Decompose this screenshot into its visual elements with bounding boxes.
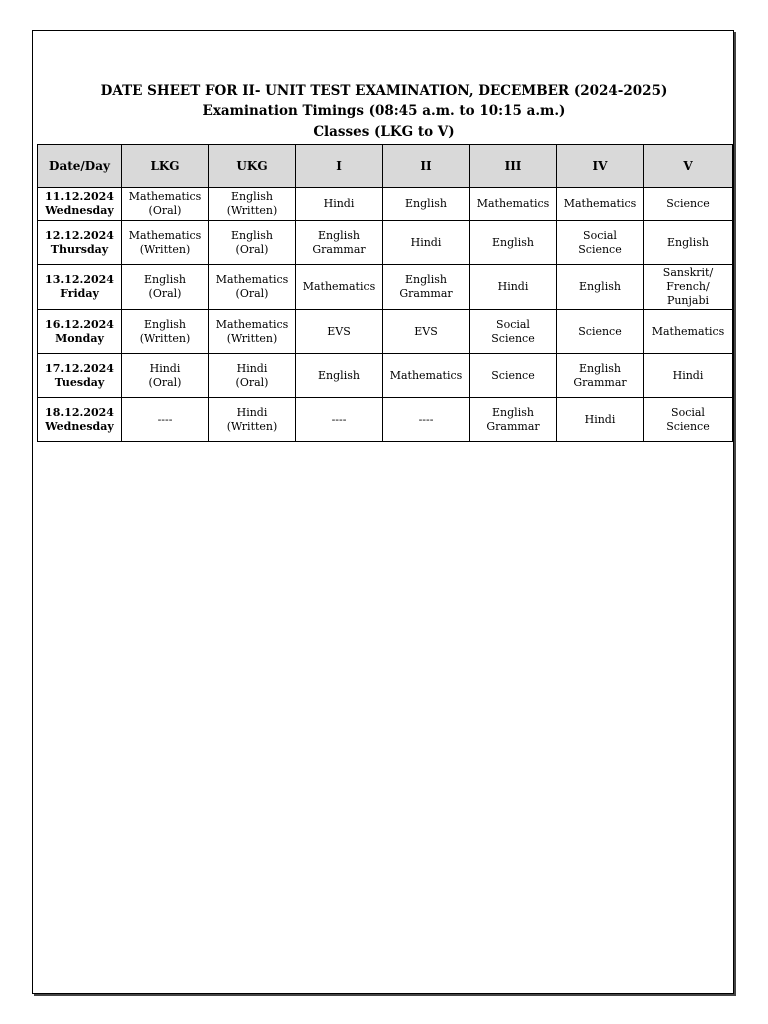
subject-cell: Mathematics bbox=[644, 310, 733, 354]
day-text: Tuesday bbox=[54, 375, 105, 389]
subject-cell: English bbox=[644, 221, 733, 265]
subject-cell: Science bbox=[644, 188, 733, 221]
day-text: Thursday bbox=[50, 242, 109, 256]
column-header-i: I bbox=[296, 145, 383, 188]
subject-cell: English bbox=[296, 354, 383, 398]
subject-cell: Hindi bbox=[470, 265, 557, 310]
column-header-ukg: UKG bbox=[209, 145, 296, 188]
subject-cell: EVS bbox=[296, 310, 383, 354]
subject-cell: Mathematics (Written) bbox=[209, 310, 296, 354]
subject-cell: Social Science bbox=[470, 310, 557, 354]
subject-cell: English (Oral) bbox=[209, 221, 296, 265]
subject-cell: Mathematics (Written) bbox=[122, 221, 209, 265]
column-header-ii: II bbox=[383, 145, 470, 188]
column-header-iii: III bbox=[470, 145, 557, 188]
table-row bbox=[38, 265, 733, 310]
subject-cell: English Grammar bbox=[383, 265, 470, 310]
date-cell bbox=[38, 265, 122, 310]
exam-timings: Examination Timings (08:45 a.m. to 10:15 a.m.) bbox=[202, 103, 566, 119]
subject-cell: English (Written) bbox=[209, 188, 296, 221]
subject-cell: EVS bbox=[383, 310, 470, 354]
day-text: Wednesday bbox=[45, 419, 114, 433]
subject-cell: Social Science bbox=[557, 221, 644, 265]
subject-cell: English bbox=[557, 265, 644, 310]
day-text: Friday bbox=[60, 287, 99, 300]
date-text: 17.12.2024 bbox=[45, 361, 114, 375]
subject-cell: Hindi bbox=[644, 354, 733, 398]
subject-cell: English bbox=[383, 188, 470, 221]
date-text: 13.12.2024 bbox=[45, 273, 114, 286]
day-text: Wednesday bbox=[45, 204, 114, 217]
subject-cell: English Grammar bbox=[470, 398, 557, 442]
subject-cell: Hindi (Written) bbox=[209, 398, 296, 442]
subject-cell: English (Oral) bbox=[122, 265, 209, 310]
day-text: Monday bbox=[55, 331, 104, 345]
subject-cell: Hindi bbox=[383, 221, 470, 265]
subject-cell: ---- bbox=[122, 398, 209, 442]
table-row bbox=[38, 354, 733, 398]
date-text: 18.12.2024 bbox=[45, 405, 114, 419]
table-row bbox=[38, 188, 733, 221]
subject-cell: Hindi (Oral) bbox=[209, 354, 296, 398]
date-cell bbox=[38, 398, 122, 442]
date-cell bbox=[38, 221, 122, 265]
subject-cell: Mathematics bbox=[557, 188, 644, 221]
document-title: DATE SHEET FOR II- UNIT TEST EXAMINATION, DECEMBER (2024-2025) bbox=[100, 83, 668, 99]
subject-cell: English Grammar bbox=[557, 354, 644, 398]
date-cell bbox=[38, 188, 122, 221]
subject-cell: Social Science bbox=[644, 398, 733, 442]
subject-cell: English bbox=[470, 221, 557, 265]
column-header-lkg: LKG bbox=[122, 145, 209, 188]
subject-cell: English Grammar bbox=[296, 221, 383, 265]
subject-cell: English (Written) bbox=[122, 310, 209, 354]
date-cell bbox=[38, 310, 122, 354]
column-header-iv: IV bbox=[557, 145, 644, 188]
column-header-date-day: Date/Day bbox=[38, 145, 122, 188]
subject-cell: ---- bbox=[383, 398, 470, 442]
table-row bbox=[38, 310, 733, 354]
table-header-row bbox=[38, 145, 733, 188]
table-row bbox=[38, 398, 733, 442]
subject-cell: Mathematics bbox=[383, 354, 470, 398]
subject-cell: Mathematics (Oral) bbox=[209, 265, 296, 310]
date-text: 11.12.2024 bbox=[45, 190, 114, 203]
classes-range: Classes (LKG to V) bbox=[313, 124, 455, 140]
subject-cell: Mathematics (Oral) bbox=[122, 188, 209, 221]
date-cell bbox=[38, 354, 122, 398]
subject-cell: Science bbox=[557, 310, 644, 354]
column-header-v: V bbox=[644, 145, 733, 188]
date-sheet-table bbox=[37, 144, 733, 442]
date-text: 12.12.2024 bbox=[45, 228, 114, 242]
subject-cell: Mathematics bbox=[296, 265, 383, 310]
subject-cell: Hindi bbox=[296, 188, 383, 221]
subject-cell: Hindi bbox=[557, 398, 644, 442]
subject-cell: Sanskrit/ French/ Punjabi bbox=[644, 265, 733, 310]
subject-cell: Hindi (Oral) bbox=[122, 354, 209, 398]
subject-cell: Science bbox=[470, 354, 557, 398]
table-row bbox=[38, 221, 733, 265]
date-text: 16.12.2024 bbox=[45, 317, 114, 331]
subject-cell: ---- bbox=[296, 398, 383, 442]
subject-cell: Mathematics bbox=[470, 188, 557, 221]
